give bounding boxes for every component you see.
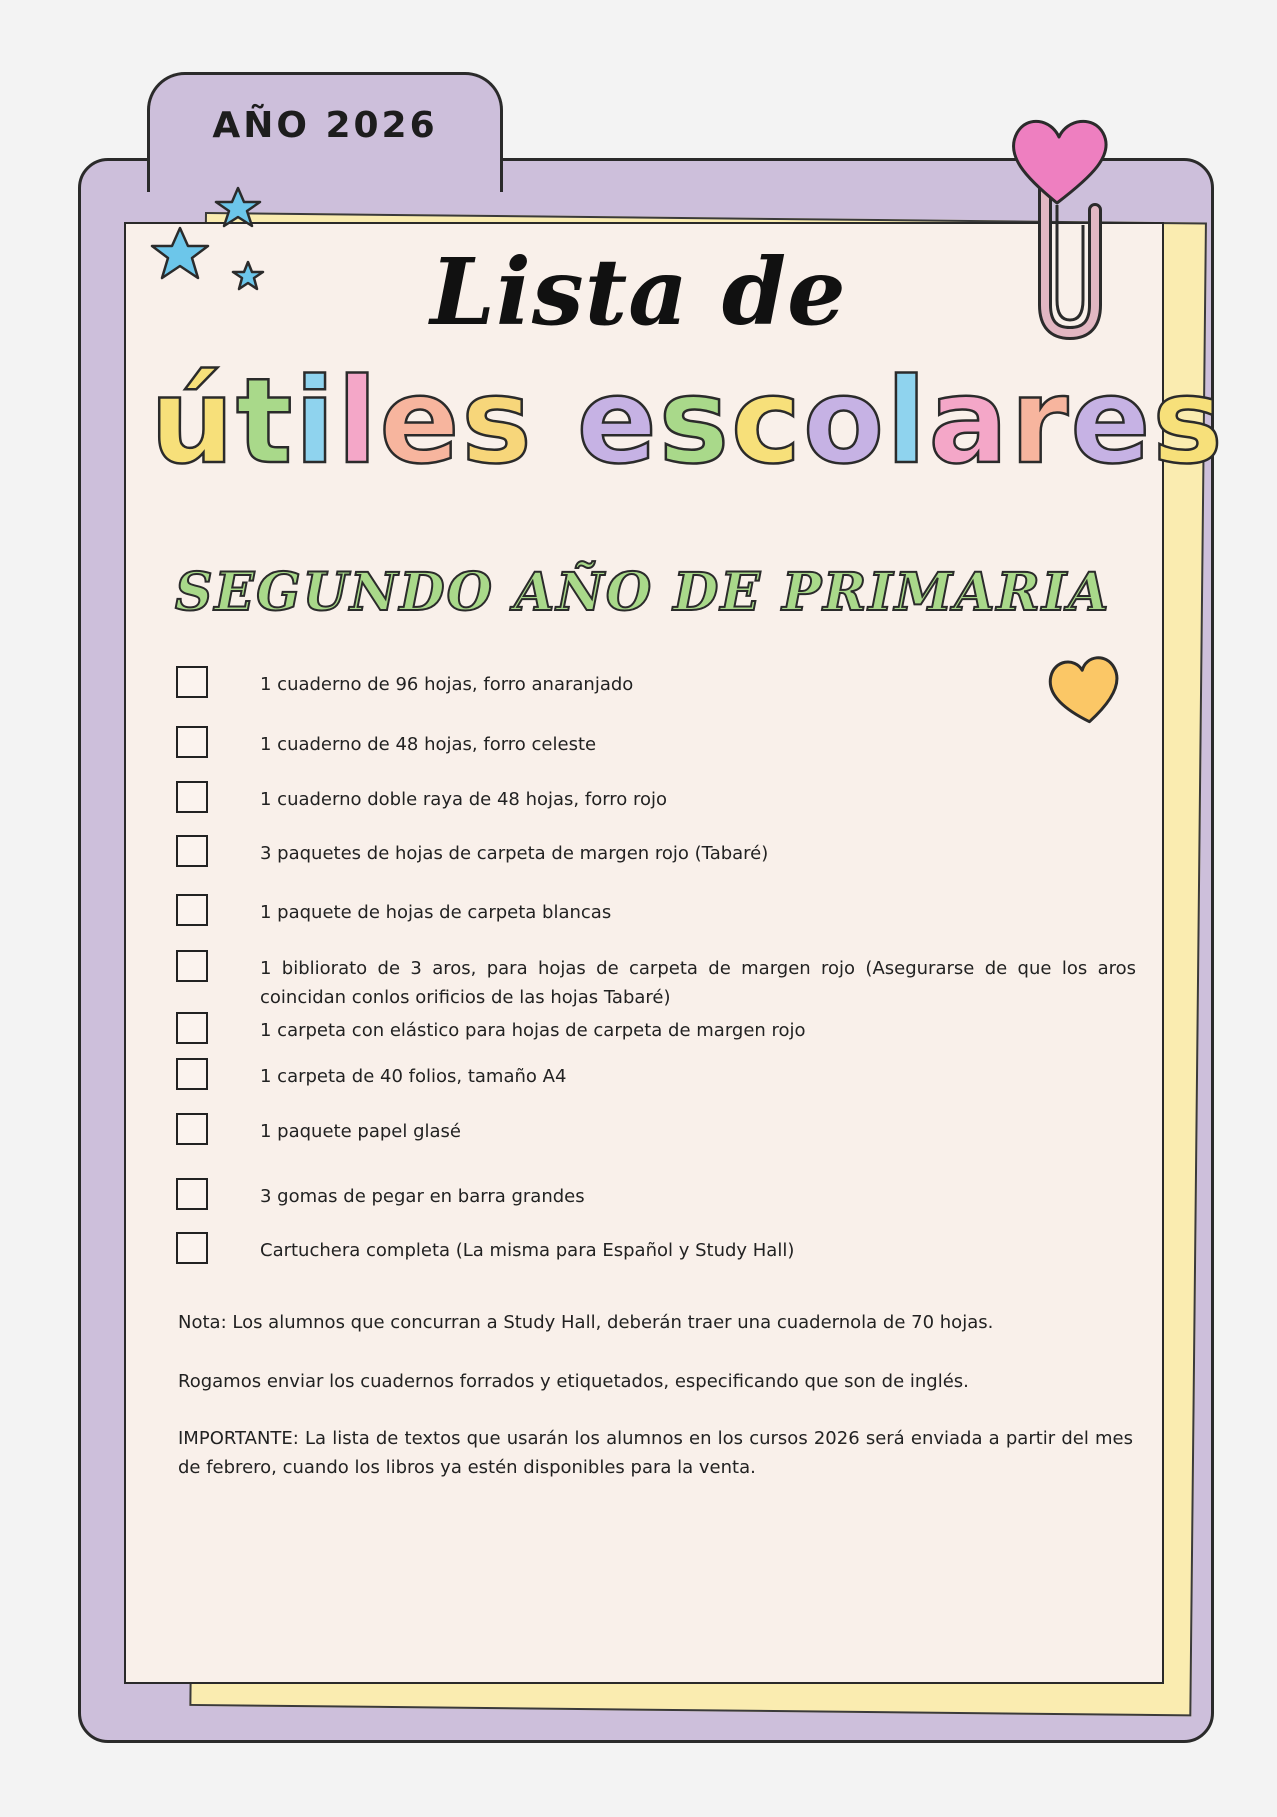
title-letter: i <box>294 352 337 490</box>
list-item-label: 1 paquete papel glasé <box>260 1121 461 1142</box>
list-item <box>176 898 1136 927</box>
title-letter: l <box>886 352 929 490</box>
list-item <box>176 1117 1136 1146</box>
checkbox[interactable] <box>176 1178 208 1210</box>
title-line-2 <box>150 352 1225 490</box>
title-letter: e <box>1070 352 1153 490</box>
checkbox[interactable] <box>176 1232 208 1264</box>
title-letter: a <box>928 352 1011 490</box>
checkbox[interactable] <box>176 1012 208 1044</box>
list-item-label: 1 cuaderno doble raya de 48 hojas, forro rojo <box>260 789 668 810</box>
title-letter: r <box>1010 352 1071 490</box>
title-letter: s <box>461 352 534 490</box>
title-letter: l <box>336 352 380 490</box>
title-letter: o <box>802 352 887 490</box>
list-item <box>176 1016 1136 1045</box>
checkbox[interactable] <box>176 835 208 867</box>
checkbox[interactable] <box>176 1113 208 1145</box>
list-item <box>176 670 1136 699</box>
title-line-1: Lista de <box>430 238 847 346</box>
list-item-label: 1 cuaderno de 96 hojas, forro anaranjado <box>260 674 634 695</box>
checkbox[interactable] <box>176 894 208 926</box>
title-letter: e <box>379 352 462 490</box>
note-important: IMPORTANTE: La lista de textos que usarán los alumnos en los cursos 2026 será enviada a partir del mes de febrero, cuando los libros ya estén disponibles para la venta. <box>178 1428 1133 1478</box>
title-letter: e <box>576 352 659 490</box>
grade-subtitle: SEGUNDO AÑO DE PRIMARIA <box>175 562 1111 623</box>
title-letter: s <box>658 352 731 490</box>
checkbox[interactable] <box>176 666 208 698</box>
title-letter: s <box>1152 352 1225 490</box>
title-letter: c <box>731 352 803 490</box>
list-item-label: Cartuchera completa (La misma para Español y Study Hall) <box>260 1240 795 1261</box>
list-item-label: 1 cuaderno de 48 hojas, forro celeste <box>260 734 597 755</box>
list-item <box>176 785 1136 814</box>
list-item <box>176 1062 1136 1091</box>
list-item-label: 3 paquetes de hojas de carpeta de margen rojo (Tabaré) <box>260 843 769 864</box>
list-item <box>176 730 1136 759</box>
list-item-label: 3 gomas de pegar en barra grandes <box>260 1186 585 1207</box>
note-study-hall: Nota: Los alumnos que concurran a Study Hall, deberán traer una cuadernola de 70 hojas. <box>178 1312 994 1333</box>
list-item-label: 1 carpeta de 40 folios, tamaño A4 <box>260 1066 567 1087</box>
checkbox[interactable] <box>176 950 208 982</box>
list-item <box>176 954 1136 1012</box>
title-letter <box>534 352 577 490</box>
note-notebooks: Rogamos enviar los cuadernos forrados y etiquetados, especificando que son de inglés. <box>178 1371 969 1392</box>
folder-tab <box>147 72 503 192</box>
title-letter: ú <box>150 352 237 490</box>
checkbox[interactable] <box>176 781 208 813</box>
list-item <box>176 1182 1136 1211</box>
checkbox[interactable] <box>176 1058 208 1090</box>
list-item-label: 1 paquete de hojas de carpeta blancas <box>260 902 612 923</box>
list-item <box>176 1236 1136 1265</box>
title-letter: t <box>236 352 295 490</box>
list-item <box>176 839 1136 868</box>
checkbox[interactable] <box>176 726 208 758</box>
list-item-label: 1 bibliorato de 3 aros, para hojas de carpeta de margen rojo (Asegurarse de que los aros coincidan conlos orificios de las hojas Tabaré) <box>260 958 1136 1008</box>
year-label: AÑO 2026 <box>212 105 438 146</box>
list-item-label: 1 carpeta con elástico para hojas de carpeta de margen rojo <box>260 1020 806 1041</box>
